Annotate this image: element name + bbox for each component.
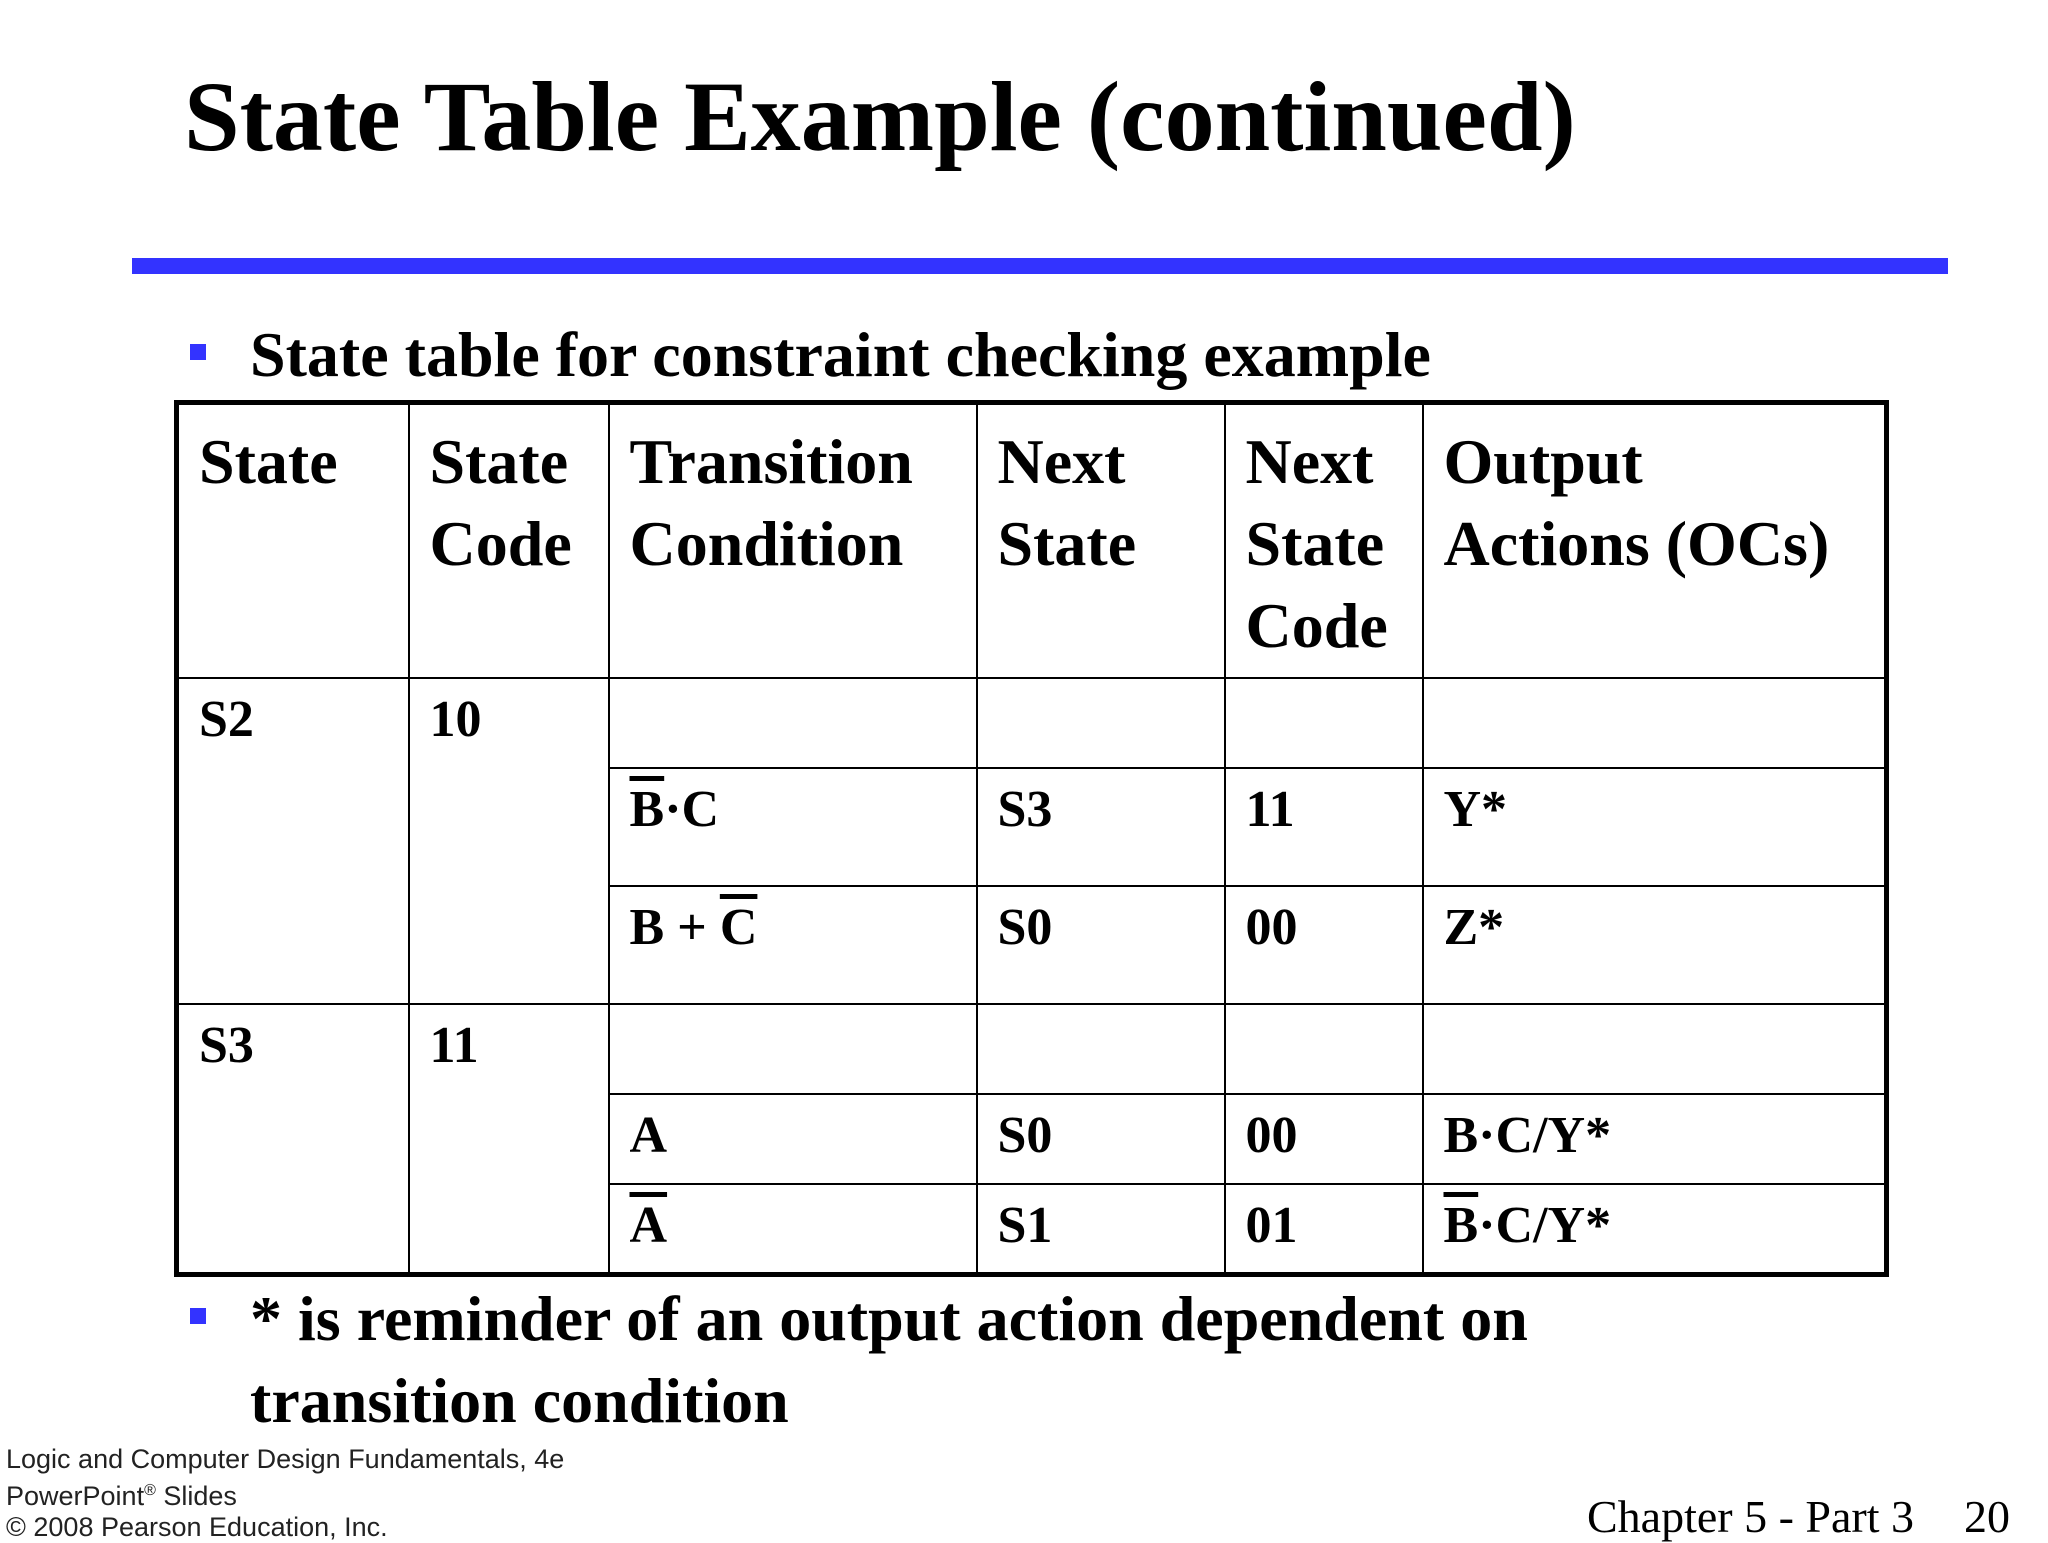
transition-cell: $\overline{A}$ bbox=[609, 1184, 977, 1274]
next-state-cell: S1 bbox=[977, 1184, 1225, 1274]
table-header-row bbox=[177, 403, 1887, 679]
output-cell: Z* bbox=[1423, 886, 1887, 1004]
next-state-code-cell: 00 bbox=[1225, 886, 1423, 1004]
state-cell: S3 bbox=[177, 1004, 409, 1274]
chapter-label: Chapter 5 - Part 3 bbox=[1586, 1491, 1914, 1542]
transition-cell: $\overline{B}\cdot C$ bbox=[609, 768, 977, 886]
next-state-code-cell: 01 bbox=[1225, 1184, 1423, 1274]
next-state-code-cell bbox=[1225, 678, 1423, 768]
bullet-square-icon bbox=[190, 1308, 206, 1324]
transition-cell bbox=[609, 678, 977, 768]
output-cell bbox=[1423, 678, 1887, 768]
output-cell: B·C/Y* bbox=[1423, 1094, 1887, 1184]
transition-cell: $B + \overline{C}$ bbox=[609, 886, 977, 1004]
slide-title: State Table Example (continued) bbox=[184, 61, 1576, 172]
transition-cell bbox=[609, 1004, 977, 1094]
bullet-square-icon bbox=[190, 344, 206, 360]
bullet-text-1: State table for constraint checking example bbox=[250, 319, 1431, 390]
publisher-credit: Logic and Computer Design Fundamentals, 4e PowerPoint® Slides © 2008 Pearson Education, Inc. bbox=[6, 1444, 565, 1542]
next-state-cell: S0 bbox=[977, 886, 1225, 1004]
header-output-actions: Output Actions (OCs) bbox=[1423, 403, 1887, 679]
state-code-cell: 11 bbox=[409, 1004, 609, 1274]
next-state-cell bbox=[977, 678, 1225, 768]
state-table bbox=[174, 400, 1889, 1277]
transition-cell: A bbox=[609, 1094, 977, 1184]
next-state-code-cell bbox=[1225, 1004, 1423, 1094]
header-next-state-code: Next State Code bbox=[1225, 403, 1423, 679]
output-cell bbox=[1423, 1004, 1887, 1094]
next-state-cell bbox=[977, 1004, 1225, 1094]
state-cell: S2 bbox=[177, 678, 409, 1004]
bullet-text-2: * is reminder of an output action dependent on transition condition bbox=[250, 1283, 1528, 1436]
next-state-code-cell: 00 bbox=[1225, 1094, 1423, 1184]
table-row bbox=[177, 678, 1887, 768]
header-transition-condition: Transition Condition bbox=[609, 403, 977, 679]
table-row bbox=[177, 1004, 1887, 1094]
next-state-code-cell: 11 bbox=[1225, 768, 1423, 886]
output-cell: Y* bbox=[1423, 768, 1887, 886]
output-cell: $\overline{B}\cdot C/Y*$ bbox=[1423, 1184, 1887, 1274]
header-state-code: State Code bbox=[409, 403, 609, 679]
header-next-state: Next State bbox=[977, 403, 1225, 679]
header-state: State bbox=[177, 403, 409, 679]
state-code-cell: 10 bbox=[409, 678, 609, 1004]
next-state-cell: S3 bbox=[977, 768, 1225, 886]
page-number: 20 bbox=[1964, 1491, 2010, 1542]
title-divider bbox=[132, 258, 1948, 274]
next-state-cell: S0 bbox=[977, 1094, 1225, 1184]
slide-footer bbox=[1587, 1490, 2010, 1543]
